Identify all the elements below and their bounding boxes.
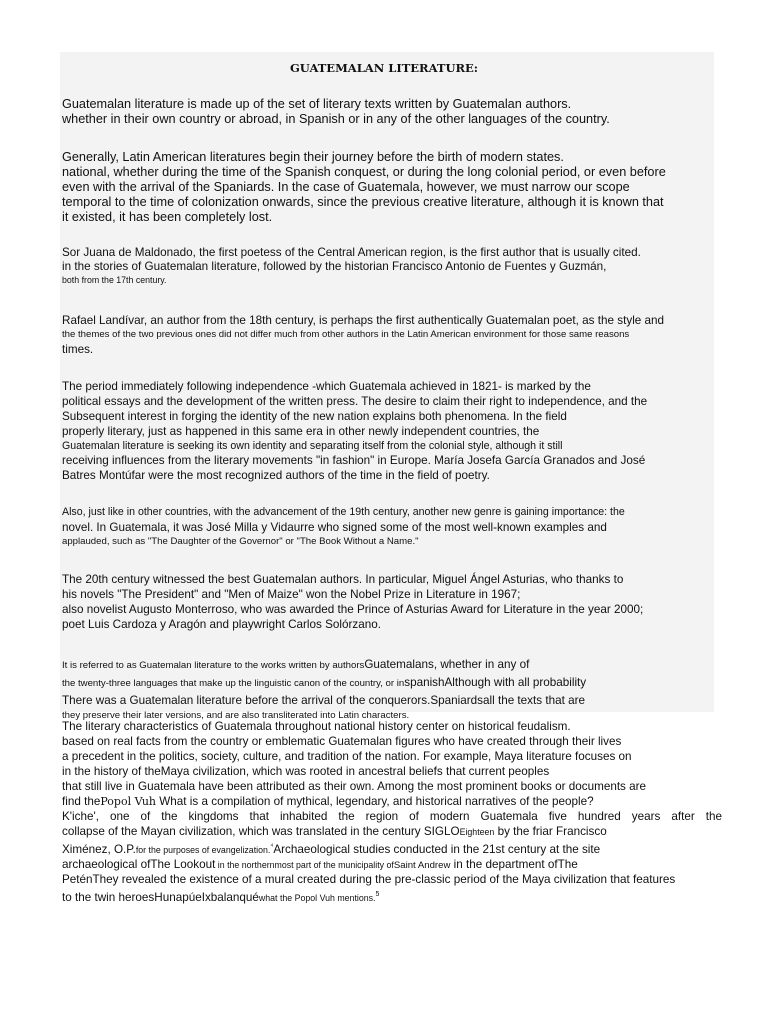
- text-line: [62, 691, 722, 709]
- text-run: There was a Guatemalan literature before the arrival of the conquerors.: [62, 694, 431, 707]
- paragraph-1: [62, 97, 722, 127]
- text-line: they preserve their later versions, and are also transliterated into Latin characters.: [62, 710, 410, 721]
- text-line: novel. In Guatemala, it was José Milla y Vidaurre who signed some of the most well-known examples and: [62, 521, 607, 534]
- text-run: SIGLO: [423, 825, 460, 838]
- text-run: collapse of the Mayan civilization, which was translated in the century: [62, 825, 421, 838]
- text-run: Petén: [62, 872, 93, 886]
- document-title: GUATEMALAN LITERATURE:: [289, 61, 479, 75]
- text-line: Generally, Latin American literatures begin their journey before the birth of modern states.: [62, 150, 564, 164]
- text-line: both from the 17th century.: [62, 275, 167, 285]
- text-line: [62, 764, 722, 779]
- text-run: archaeological of: [62, 857, 151, 871]
- text-line: poet Luis Cardoza y Aragón and playwright Carlos Solórzano.: [62, 618, 381, 631]
- text-line: also novelist Augusto Monterroso, who was awarded the Prince of Asturias Award for Literature in the year 2000;: [62, 603, 644, 616]
- text-line: whether in their own country or abroad, in Spanish or in any of the other languages of the country.: [62, 112, 610, 126]
- text-line: even with the arrival of the Spaniards. In the case of Guatemala, however, we must narrow our scope: [62, 180, 630, 194]
- text-run: Guatemalans, whether in any of: [364, 658, 530, 671]
- text-run: What is a compilation of mythical, legendary, and historical narratives of the people?: [156, 795, 594, 808]
- popol-vuh-term: Popol Vuh: [100, 795, 157, 808]
- text-line: Also, just like in other countries, with the advancement of the 19th century, another new genre is gaining importance: the: [62, 506, 625, 518]
- text-line: [62, 655, 722, 673]
- text-run: Archaeological studies conducted in the 21st century at the site: [273, 842, 601, 856]
- text-line: [62, 887, 722, 905]
- text-line: The 20th century witnessed the best Guatemalan authors. In particular, Miguel Ángel Asturias, who thanks to: [62, 573, 624, 586]
- text-line: it existed, it has been completely lost.: [62, 210, 273, 224]
- paragraph-4: [62, 313, 722, 357]
- text-line: [62, 839, 722, 857]
- text-run: , which was rooted in ancestral beliefs that current peoples: [245, 765, 550, 778]
- text-line: Rafael Landívar, an author from the 18th century, is perhaps the first authentically Guatemalan poet, as the style and: [62, 314, 665, 327]
- text-line: The period immediately following independence -which Guatemala achieved in 1821- is marked by the: [62, 380, 591, 393]
- text-line: [62, 673, 722, 691]
- text-line: Guatemalan literature is made up of the set of literary texts written by Guatemalan authors.: [62, 97, 572, 111]
- paragraph-9: [62, 719, 722, 905]
- text-line: properly literary, just as happened in this same era in other newly independent countries, the: [62, 425, 540, 438]
- text-run: find the: [62, 795, 101, 808]
- text-run: in the history of the: [62, 765, 161, 778]
- text-run: Hunapú: [154, 890, 196, 904]
- footnote-marker: ⁴: [270, 843, 274, 850]
- text-run: by the friar: [497, 825, 553, 838]
- paragraph-2: [62, 150, 722, 225]
- text-run: the twenty-three languages that make up the linguistic canon of the country, or in: [62, 678, 405, 689]
- text-run: in the northernmost part of the municipality of: [215, 859, 394, 870]
- text-line: [62, 857, 722, 872]
- text-run: spanish: [404, 676, 445, 689]
- text-run: Spaniards: [430, 694, 483, 707]
- text-line: Subsequent interest in forging the identity of the new nation explains both phenomena. In the field: [62, 410, 567, 423]
- text-line: applauded, such as "The Daughter of the Governor" or "The Book Without a Name.": [62, 536, 419, 547]
- text-run: It is referred to as Guatemalan literature to the works written by authors: [62, 660, 365, 671]
- text-run: They revealed the existence of a mural created during the pre-classic period of the Maya civilization that features: [92, 872, 676, 886]
- text-line: [62, 824, 722, 839]
- text-line: Batres Montúfar were the most recognized authors of the time in the field of poetry.: [62, 469, 490, 482]
- paragraph-5: [62, 379, 722, 483]
- text-run: for the purposes of evangelization.: [135, 844, 271, 855]
- text-line: that still live in Guatemala have been attributed as their own. Among the most prominent books or documents are: [62, 780, 647, 793]
- text-line: in the stories of Guatemalan literature, followed by the historian Francisco Antonio de Fuentes y Guzmán,: [62, 260, 607, 273]
- link-maya-civilization: Maya civilization: [160, 765, 246, 778]
- text-run: Eighteen: [459, 827, 495, 837]
- text-line: times.: [62, 343, 94, 356]
- text-line: receiving influences from the literary movements "in fashion" in Europe. María Josefa García Granados and José: [62, 454, 646, 467]
- text-line: The literary characteristics of Guatemala throughout national history center on historical feudalism.: [62, 720, 571, 733]
- paragraph-6: [62, 505, 722, 548]
- text-run: Ximénez, O.P.: [62, 842, 136, 856]
- footnote-marker: 5: [375, 890, 380, 898]
- text-line: [62, 794, 722, 809]
- text-line: a precedent in the politics, society, culture, and tradition of the nation. For example, Maya literature focuses on: [62, 750, 632, 763]
- text-line: national, whether during the time of the Spanish conquest, or during the long colonial period, or even before: [62, 165, 666, 179]
- text-line: Guatemalan literature is seeking its own identity and separating itself from the colonial style, although it still: [62, 440, 563, 452]
- text-line: Sor Juana de Maldonado, the first poetess of the Central American region, is the first author that is usually cited.: [62, 246, 641, 259]
- text-run: The Lookout: [150, 857, 216, 871]
- text-run: eIxbalanqué: [195, 890, 259, 904]
- text-run: Although with all probability: [444, 676, 587, 689]
- text-line: his novels "The President" and "Men of Maize" won the Nobel Prize in Literature in 1967;: [62, 588, 521, 601]
- paragraph-7: [62, 572, 722, 632]
- paragraph-3: [62, 246, 722, 286]
- text-run: to the twin heroes: [62, 890, 155, 904]
- text-line: based on real facts from the country or emblematic Guatemalan figures who have created through their lives: [62, 735, 622, 748]
- text-line: political essays and the development of the written press. The desire to claim their right to independence, and the: [62, 395, 648, 408]
- text-line: the themes of the two previous ones did not differ much from other authors in the Latin American environment for those same reasons: [62, 329, 630, 340]
- text-run: all the texts that are: [483, 694, 585, 707]
- text-run: Saint Andrew: [393, 859, 451, 871]
- text-run: The: [557, 857, 578, 871]
- text-run: what the Popol Vuh mentions.: [258, 892, 376, 903]
- text-line: [62, 872, 722, 887]
- text-line: temporal to the time of colonization onwards, since the previous creative literature, although it is known that: [62, 195, 664, 209]
- text-line: K'iche', one of the kingdoms that inhabited the region of modern Guatemala five hundred years after the: [62, 810, 722, 823]
- paragraph-8: [62, 655, 722, 722]
- text-run: in the department of: [450, 857, 558, 871]
- text-run: Francisco: [556, 825, 607, 838]
